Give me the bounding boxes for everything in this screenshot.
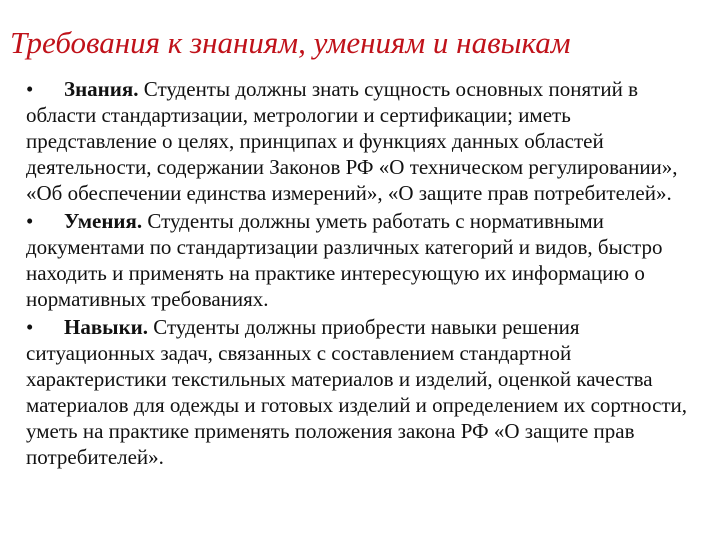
bullet-skills [26, 208, 696, 312]
bullet-text: Студенты должны знать сущность основных понятий в области стандартизации, метрологии и сертификации; иметь представление о целях, принципах и функциях данных областей деятельности, содержании Законов РФ «О техническом регулировании», «Об обеспечении единства измерений», «О защите прав потребителей». [26, 77, 678, 205]
bullet-term: Знания. [64, 77, 139, 101]
bullet-text: Студенты должны приобрести навыки решения ситуационных задач, связанных с составлением стандартной характеристики текстильных материалов и изделий, оценкой качества материалов для одежды и готовых изделий и определением их сортности, уметь на практике применять положения закона РФ «О защите прав потребителей». [26, 315, 688, 469]
bullet-term: Умения. [64, 209, 143, 233]
bullet-term: Навыки. [64, 315, 149, 339]
bullet-marker: • [26, 315, 34, 339]
bullet-knowledge [26, 76, 696, 206]
bullet-text: Студенты должны уметь работать с нормативными документами по стандартизации различных категорий и видов, быстро находить и применять на практике интересующую их информацию о нормативных требованиях. [26, 209, 663, 311]
bullet-marker: • [26, 209, 34, 233]
bullet-list [26, 76, 696, 472]
bullet-marker: • [26, 77, 34, 101]
bullet-abilities [26, 314, 696, 470]
slide-title: Требования к знаниям, умениям и навыкам [10, 25, 571, 60]
